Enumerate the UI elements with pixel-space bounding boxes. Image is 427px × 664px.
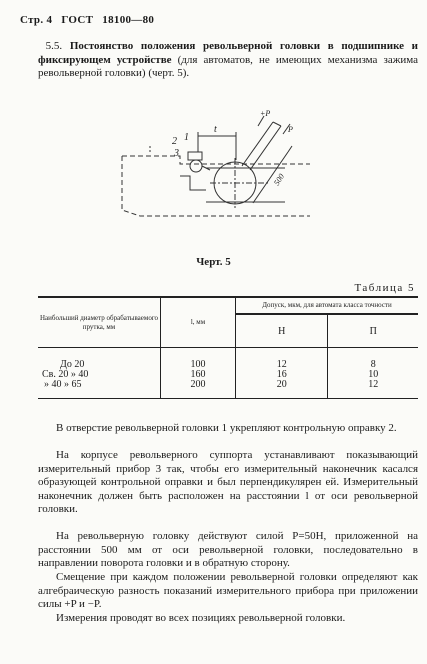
label-p: P [288, 125, 293, 134]
table-title: Таблица 5 [354, 282, 415, 294]
tolerance-table [38, 296, 418, 399]
standard-number: 18100—80 [102, 14, 155, 26]
label-2: 2 [172, 136, 177, 147]
col-l: l, мм [161, 297, 236, 348]
table-row: До 20 100 12 8 [38, 360, 418, 370]
paragraph-2: На корпусе револьверного суппорта устанавливают показывающий измерительный прибор 3 так, чтобы его измерительный наконечник касался образующей контрольной оправки и был перпендикулярен ей. Измерительный наконечник должен быть расположен на расстоянии l от оси револьверной головки. [38, 449, 418, 515]
col-diameter: Наибольший диаметр обрабатываемого прутка, мм [38, 297, 161, 348]
page-header [20, 14, 160, 26]
paragraph-1: В отверстие револьверной головки 1 укрепляют контрольную оправку 2. [56, 422, 397, 434]
label-3: 3 [174, 148, 179, 159]
page-number: Стр. 4 [20, 14, 53, 26]
label-t: t [214, 124, 217, 135]
col-class-n: Н [236, 314, 328, 348]
label-500: 500 [272, 172, 287, 188]
table-row: Св. 20 » 40 160 16 10 [38, 370, 418, 380]
section-title: Постоянство положения револьверной головки в подшипнике и фиксирующем устройстве [38, 40, 419, 66]
paragraph-3: На револьверную головку действуют силой P=50Н, приложенной на расстоянии 500 мм от оси револьверной головки, последовательно в направлении поворота головки и в обратную сторону. [38, 530, 418, 569]
figure-5-drawing [110, 108, 340, 233]
col-tolerance: Допуск, мкм, для автомата класса точности [236, 297, 419, 314]
paragraph-4: Смещение при каждом положении револьверной головки определяют как алгебраическую разность показаний измерительного прибора при приложении силы +P и −P. [38, 571, 418, 610]
section-number: 5.5. [45, 40, 63, 52]
label-1: 1 [184, 132, 189, 143]
section-5-5 [38, 40, 418, 81]
col-class-p: П [328, 314, 418, 348]
label-plus-p: +P [260, 109, 271, 118]
paragraph-5: Измерения проводят во всех позициях револьверной головки. [56, 612, 346, 624]
standard-label: ГОСТ [61, 14, 94, 26]
table-row: » 40 » 65 200 20 12 [38, 380, 418, 390]
section-title-rest: (для автоматов, не имеющих механизма зажима револьверной головки) (черт. 5). [38, 53, 419, 79]
figure-caption: Черт. 5 [196, 256, 231, 268]
